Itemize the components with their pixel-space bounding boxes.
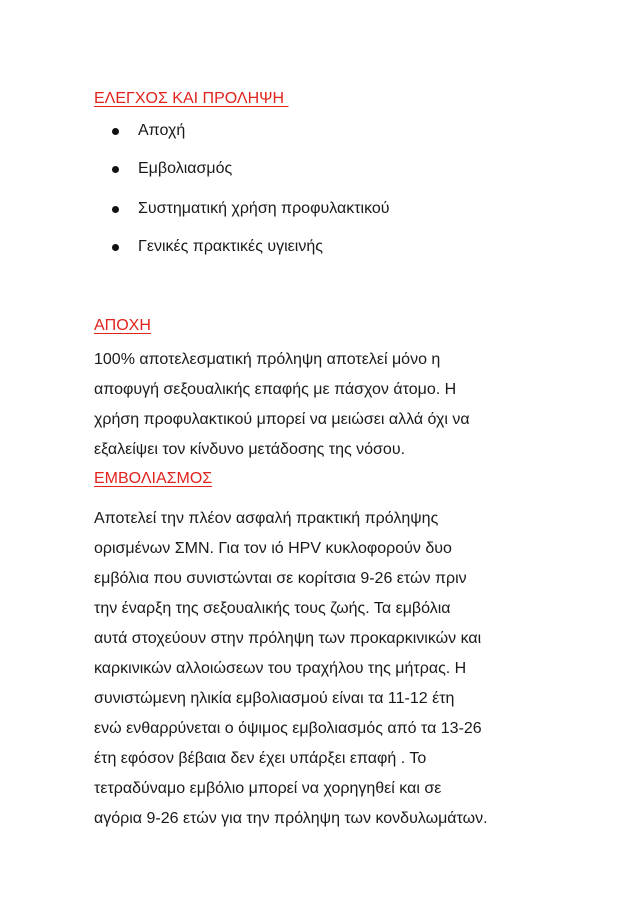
bullet-icon	[112, 206, 119, 213]
list-item-label: Αποχή	[138, 122, 186, 139]
bullet-icon	[112, 244, 119, 251]
paragraph-line: αγόρια 9-26 ετών για την πρόληψη των κονδυλωμάτων.	[94, 810, 488, 827]
list-item-label: Συστηματική χρήση προφυλακτικού	[138, 200, 390, 217]
bullet-icon	[112, 128, 119, 135]
abstinence-paragraph	[94, 345, 564, 465]
heading-control-and-prevention: ΕΛΕΓΧΟΣ ΚΑΙ ΠΡΟΛΗΨΗ	[94, 90, 289, 107]
paragraph-line: τετραδύναμο εμβόλιο μπορεί να χορηγηθεί και σε	[94, 780, 442, 797]
paragraph-line: την έναρξη της σεξουαλικής τους ζωής. Τα εμβόλια	[94, 600, 451, 617]
bullet-icon	[112, 166, 119, 173]
paragraph-line: ενώ ενθαρρύνεται ο όψιμος εμβολιασμός από τα 13-26	[94, 720, 482, 737]
paragraph-line: αυτά στοχεύουν στην πρόληψη των προκαρκινικών και	[94, 630, 482, 647]
heading-vaccination: ΕΜΒΟΛΙΑΣΜΟΣ	[94, 470, 213, 487]
paragraph-line: ορισμένων ΣΜΝ. Για τον ιό HPV κυκλοφορούν δυο	[94, 540, 452, 557]
paragraph-line: συνιστώμενη ηλικία εμβολιασμού είναι τα 11-12 έτη	[94, 690, 455, 707]
paragraph-line: εμβόλια που συνιστώνται σε κορίτσια 9-26 ετών πριν	[94, 570, 467, 587]
vaccination-paragraph	[94, 504, 564, 834]
paragraph-line: καρκινικών αλλοιώσεων του τραχήλου της μήτρας. Η	[94, 660, 467, 677]
paragraph-line: αποφυγή σεξουαλικής επαφής με πάσχον άτομο. Η	[94, 381, 457, 398]
paragraph-line: εξαλείψει τον κίνδυνο μετάδοσης της νόσου.	[94, 441, 406, 458]
paragraph-line: 100% αποτελεσματική πρόληψη αποτελεί μόνο η	[94, 351, 441, 368]
list-item-label: Γενικές πρακτικές υγιεινής	[138, 238, 323, 255]
paragraph-line: Αποτελεί την πλέον ασφαλή πρακτική πρόληψης	[94, 510, 439, 527]
paragraph-line: έτη εφόσον βέβαια δεν έχει υπάρξει επαφή . Το	[94, 750, 427, 767]
paragraph-line: χρήση προφυλακτικού μπορεί να μειώσει αλλά όχι να	[94, 411, 470, 428]
list-item-label: Εμβολιασμός	[138, 160, 233, 177]
heading-abstinence: ΑΠΟΧΗ	[94, 317, 151, 334]
